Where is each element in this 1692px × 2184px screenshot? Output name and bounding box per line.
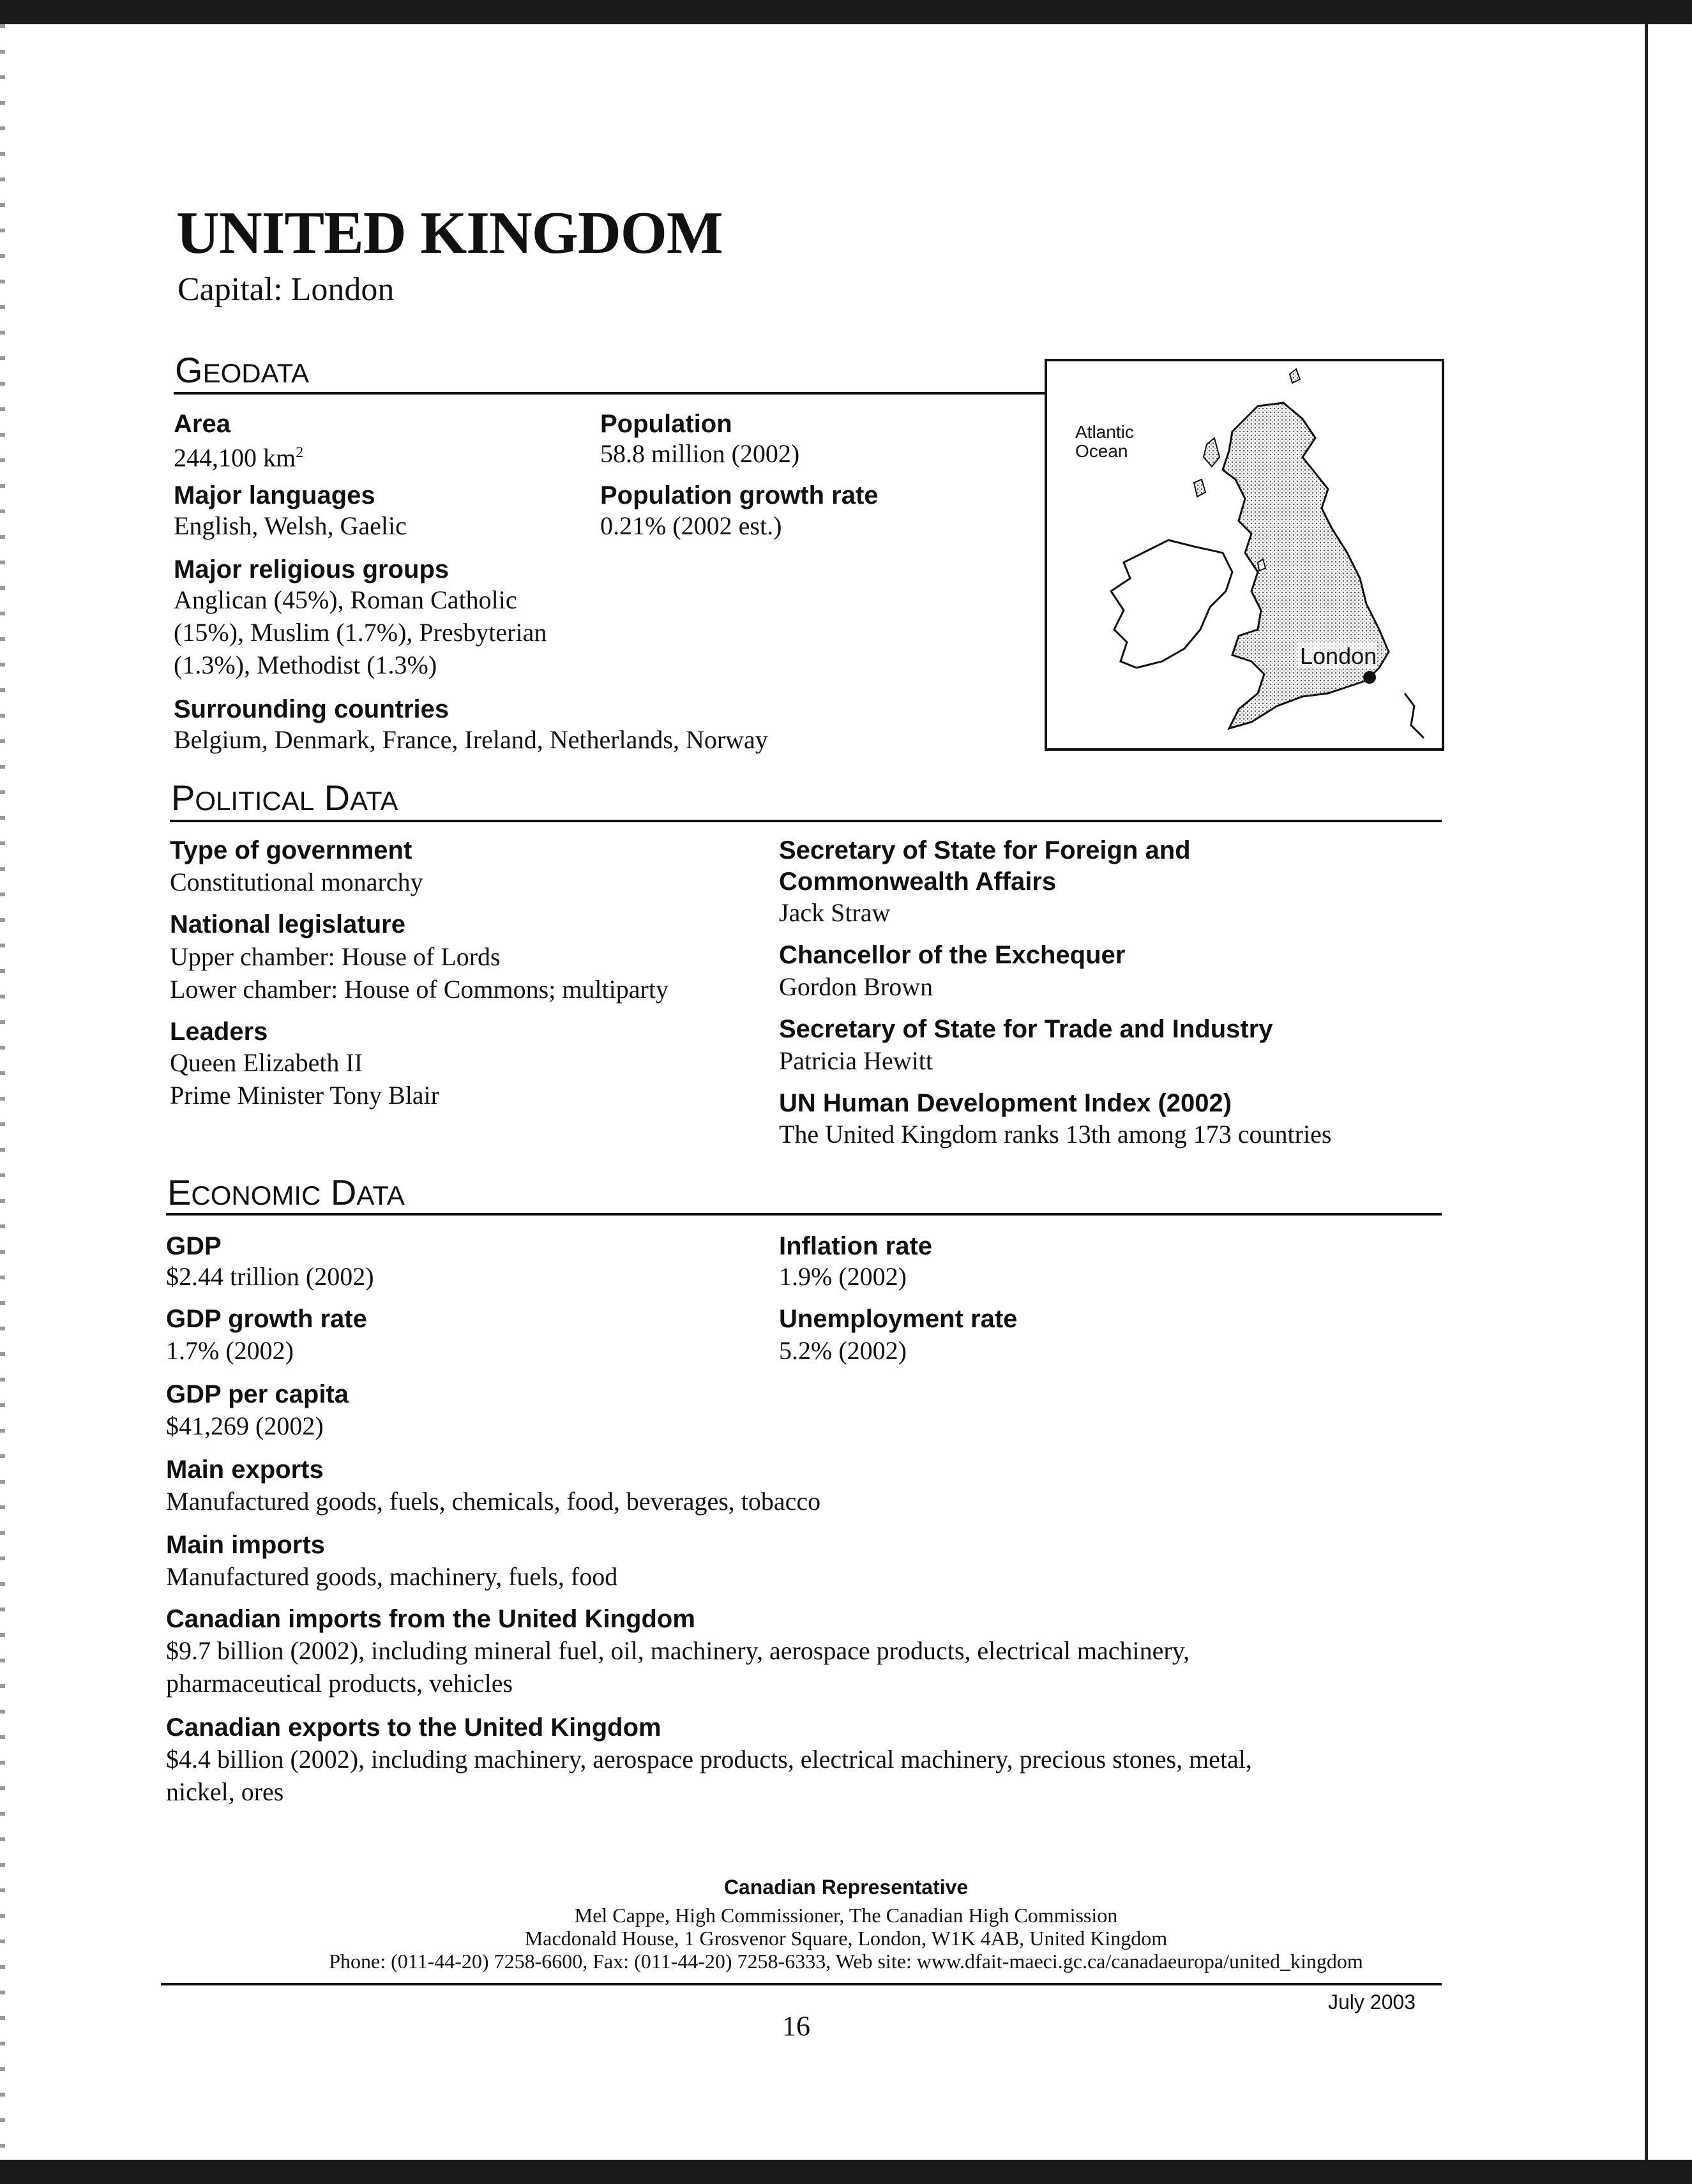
trade-secretary-label: Secretary of State for Trade and Industry bbox=[779, 1015, 1273, 1043]
inflation-value: 1.9% (2002) bbox=[779, 1262, 907, 1291]
imports-value: Manufactured goods, machinery, fuels, food bbox=[166, 1562, 618, 1591]
footer-line: Macdonald House, 1 Grosvenor Square, London, W1K 4AB, United Kingdom bbox=[524, 1927, 1168, 1950]
religion-line: Anglican (45%), Roman Catholic bbox=[174, 585, 517, 614]
gdp-label: GDP bbox=[166, 1232, 222, 1260]
gdp-capita-label: GDP per capita bbox=[166, 1380, 349, 1408]
legislature-label: National legislature bbox=[170, 910, 405, 938]
canadian-imports-line: $9.7 billion (2002), including mineral fuel, oil, machinery, aerospace products, electrical machinery, bbox=[166, 1636, 1190, 1665]
scan-border-right bbox=[1645, 24, 1648, 2160]
uk-map bbox=[1045, 359, 1444, 751]
population-value: 58.8 million (2002) bbox=[600, 439, 800, 468]
page-number: 16 bbox=[782, 2010, 810, 2042]
island-shape bbox=[1194, 479, 1205, 497]
trade-secretary-value: Patricia Hewitt bbox=[779, 1046, 933, 1075]
leaders-label: Leaders bbox=[170, 1018, 268, 1046]
unemployment-label: Unemployment rate bbox=[779, 1305, 1018, 1333]
scan-border-top bbox=[0, 0, 1692, 24]
section-heading-political-data: POLITICAL DATA bbox=[171, 778, 398, 818]
scan-border-bottom bbox=[0, 2160, 1692, 2184]
population-label: Population bbox=[600, 410, 732, 438]
ocean-label: Atlantic Ocean bbox=[1075, 422, 1134, 461]
exports-value: Manufactured goods, fuels, chemicals, food, beverages, tobacco bbox=[166, 1487, 821, 1516]
canadian-imports-label: Canadian imports from the United Kingdom bbox=[166, 1605, 695, 1633]
gdp-growth-label: GDP growth rate bbox=[166, 1305, 367, 1333]
chancellor-label: Chancellor of the Exchequer bbox=[779, 941, 1126, 969]
area-label: Area bbox=[174, 410, 230, 438]
france-coast bbox=[1405, 693, 1424, 738]
political-rule bbox=[170, 820, 1442, 822]
inflation-label: Inflation rate bbox=[779, 1232, 933, 1260]
gdp-capita-value: $41,269 (2002) bbox=[166, 1412, 324, 1440]
page-title: UNITED KINGDOM bbox=[176, 200, 723, 266]
hdi-value: The United Kingdom ranks 13th among 173 countries bbox=[779, 1120, 1332, 1148]
surrounding-label: Surrounding countries bbox=[174, 695, 449, 723]
footer-date: July 2003 bbox=[1328, 1991, 1416, 2014]
chancellor-value: Gordon Brown bbox=[779, 972, 933, 1001]
exports-label: Main exports bbox=[166, 1456, 324, 1484]
uk-map-drawing bbox=[1047, 361, 1442, 748]
foreign-secretary-label: Commonwealth Affairs bbox=[779, 868, 1057, 896]
canadian-exports-line: nickel, ores bbox=[166, 1777, 284, 1806]
imports-label: Main imports bbox=[166, 1531, 325, 1559]
government-label: Type of government bbox=[170, 836, 412, 864]
religion-label: Major religious groups bbox=[174, 555, 449, 584]
hdi-label: UN Human Development Index (2002) bbox=[779, 1089, 1232, 1117]
population-growth-value: 0.21% (2002 est.) bbox=[600, 511, 782, 540]
capital-line: Capital: London bbox=[178, 271, 395, 308]
island-shape bbox=[1290, 369, 1300, 383]
economic-rule bbox=[166, 1213, 1442, 1216]
surrounding-value: Belgium, Denmark, France, Ireland, Netherlands, Norway bbox=[174, 725, 768, 754]
government-value: Constitutional monarchy bbox=[170, 868, 423, 896]
legislature-line: Lower chamber: House of Commons; multiparty bbox=[170, 975, 668, 1004]
canadian-exports-label: Canadian exports to the United Kingdom bbox=[166, 1713, 661, 1742]
canadian-imports-line: pharmaceutical products, vehicles bbox=[166, 1669, 513, 1698]
canadian-exports-line: $4.4 billion (2002), including machinery, aerospace products, electrical machinery, precious stones, metal, bbox=[166, 1745, 1252, 1774]
london-marker bbox=[1363, 671, 1376, 684]
population-growth-label: Population growth rate bbox=[600, 481, 879, 509]
unemployment-value: 5.2% (2002) bbox=[779, 1336, 907, 1365]
foreign-secretary-label: Secretary of State for Foreign and bbox=[779, 836, 1191, 864]
foreign-secretary-value: Jack Straw bbox=[779, 898, 891, 927]
leaders-line: Queen Elizabeth II bbox=[170, 1048, 363, 1077]
area-value: 244,100 $km^2$ bbox=[174, 443, 304, 472]
footer-line: Mel Cappe, High Commissioner, The Canadian High Commission bbox=[574, 1904, 1118, 1927]
section-heading-geodata: GEODATA bbox=[175, 350, 310, 390]
geodata-rule bbox=[174, 392, 1045, 395]
languages-value: English, Welsh, Gaelic bbox=[174, 511, 407, 540]
leaders-line: Prime Minister Tony Blair bbox=[170, 1081, 439, 1110]
footer-title: Canadian Representative bbox=[723, 1876, 969, 1899]
ireland-shape bbox=[1111, 540, 1232, 668]
religion-line: (15%), Muslim (1.7%), Presbyterian bbox=[174, 618, 547, 647]
footer-rule bbox=[161, 1983, 1442, 1985]
map-city-label: London bbox=[1300, 643, 1377, 669]
legislature-line: Upper chamber: House of Lords bbox=[170, 942, 501, 971]
gdp-value: $2.44 trillion (2002) bbox=[166, 1262, 374, 1291]
footer-line: Phone: (011-44-20) 7258-6600, Fax: (011-44-20) 7258-6333, Web site: www.dfait-maeci.gc.ca/canadaeuropa/united_kingdom bbox=[329, 1950, 1363, 1973]
religion-line: (1.3%), Methodist (1.3%) bbox=[174, 651, 437, 679]
gdp-growth-value: 1.7% (2002) bbox=[166, 1336, 294, 1365]
scan-border-left bbox=[0, 24, 5, 2160]
languages-label: Major languages bbox=[174, 481, 375, 509]
section-heading-economic-data: ECONOMIC DATA bbox=[167, 1172, 405, 1212]
island-shape bbox=[1204, 438, 1220, 467]
